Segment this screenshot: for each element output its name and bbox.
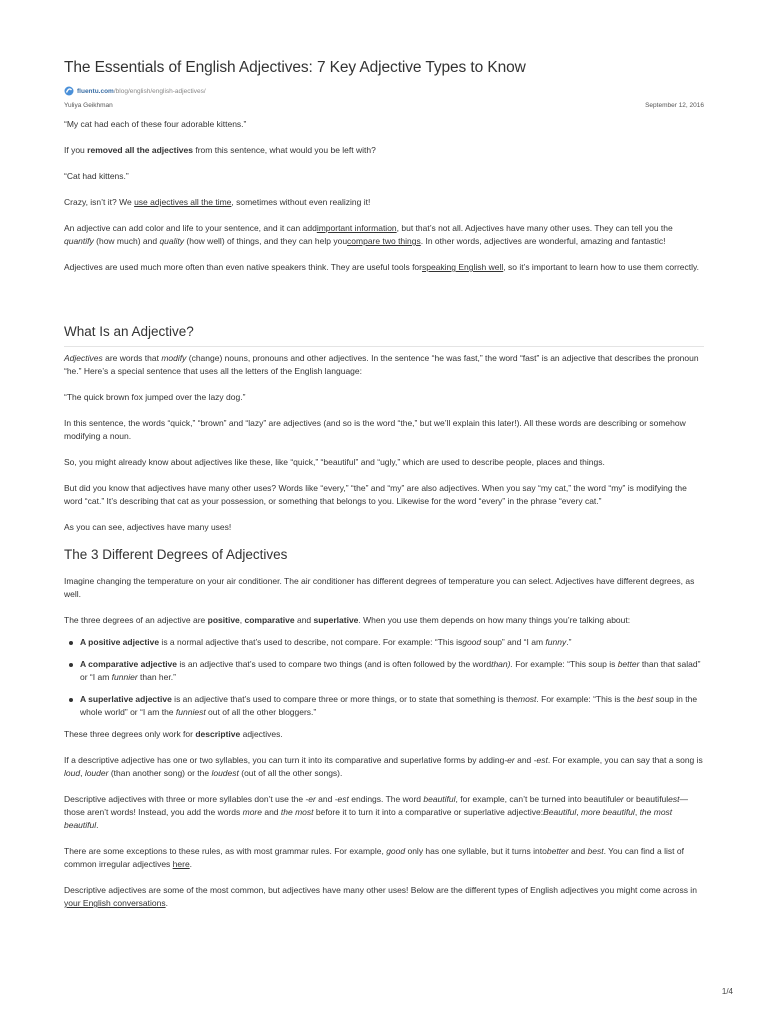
list-item: A positive adjective is a normal adjective that’s used to describe, not compare. For example: “This isgood soup” and “I am funny.” xyxy=(64,636,704,649)
link-compare-two-things[interactable]: compare two things xyxy=(347,236,421,246)
paragraph: Descriptive adjectives with three or more syllables don’t use the -er and -est endings. The word beautiful, for example, can’t be turned into beautifuler or beautifulest—those aren’t words! Instead, you add the words more and the most before it to turn it into a comparative or superlative adjective:Beautiful, more beautiful, the most beautiful. xyxy=(64,794,689,830)
paragraph: So, you might already know about adjectives like these, like “quick,” “beautiful” and “ugly,” which are used to describe people, places and things. xyxy=(64,457,605,467)
page-number: 1/4 xyxy=(721,987,733,996)
paragraph: If a descriptive adjective has one or two syllables, you can turn it into its comparative and superlative forms by adding-er and -est. For example, you can say that a song is loud, louder (than another song) or the loudest (out of all the other songs). xyxy=(64,755,703,778)
paragraph: There are some exceptions to these rules, as with most grammar rules. For example, good only has one syllable, but it turns intobetter and best. You can find a list of common irregular adjectives here. xyxy=(64,846,684,869)
paragraph: An adjective can add color and life to your sentence, and it can addimportant information, but that’s not all. Adjectives have many other uses. They can tell you the quantify (how much) and quality (how well) of things, and they can help youcompare two things. In other words, adjectives are wonderful, amazing and fantastic! xyxy=(64,223,673,246)
source-domain[interactable]: fluentu.com xyxy=(77,87,114,95)
paragraph: The three degrees of an adjective are positive, comparative and superlative. When you use them depends on how many things you’re talking about: xyxy=(64,615,631,625)
source-path[interactable]: /blog/english/english-adjectives/ xyxy=(113,87,206,95)
link-use-adjectives[interactable]: use adjectives all the time xyxy=(134,197,232,207)
publish-date: September 12, 2016 xyxy=(645,102,704,109)
paragraph: Imagine changing the temperature on your air conditioner. The air conditioner has different degrees of temperature you can select. Adjectives have different degrees, as well. xyxy=(64,576,695,599)
link-important-information[interactable]: important information xyxy=(316,223,397,233)
source-url[interactable] xyxy=(77,88,206,95)
link-speaking-english-well[interactable]: speaking English well xyxy=(421,262,504,272)
article-body xyxy=(64,118,704,274)
fluentu-logo-icon xyxy=(64,86,74,96)
paragraph: “Cat had kittens.” xyxy=(64,171,129,181)
link-english-conversations[interactable]: your English conversations xyxy=(64,898,166,908)
section-body xyxy=(64,352,704,534)
paragraph: “The quick brown fox jumped over the lazy dog.” xyxy=(64,392,246,402)
paragraph: Descriptive adjectives are some of the most common, but adjectives have many other uses! Below are the different types of English adjectives you might come across in your English conversations. xyxy=(64,885,697,908)
paragraph: But did you know that adjectives have many other uses? Words like “every,” “the” and “my” are also adjectives. When you say “my cat,” the word “my” is modifying the word “cat.” It’s describing that cat as your possession, or something that belongs to you. Likewise for the word “every” in the phrase “every cat.” xyxy=(64,483,687,506)
section-heading: What Is an Adjective? xyxy=(64,324,194,339)
paragraph: Adjectives are used much more often than even native speakers think. They are useful tools forspeaking English well, so it’s important to learn how to use them correctly. xyxy=(64,262,700,272)
document-page xyxy=(64,58,704,910)
paragraph: These three degrees only work for descriptive adjectives. xyxy=(64,729,283,739)
meta-row xyxy=(64,102,704,112)
paragraph: As you can see, adjectives have many uses! xyxy=(64,522,232,532)
section-heading: The 3 Different Degrees of Adjectives xyxy=(64,547,288,562)
link-irregular-adjectives[interactable]: here xyxy=(172,859,190,869)
page-title: The Essentials of English Adjectives: 7 Key Adjective Types to Know xyxy=(64,59,526,76)
paragraph: “My cat had each of these four adorable kittens.” xyxy=(64,119,247,129)
list-item: A superlative adjective is an adjective that’s used to compare three or more things, or to state that something is themost. For example: “This is the best soup in the whole world” or “I am the funniest out of all the other bloggers.” xyxy=(64,693,704,719)
list-item: A comparative adjective is an adjective that’s used to compare two things (and is often followed by the wordthan). For example: “This soup is better than that salad” or “I am funnier than her.” xyxy=(64,658,704,684)
paragraph: Crazy, isn’t it? We use adjectives all the time, sometimes without even realizing it! xyxy=(64,197,371,207)
paragraph: In this sentence, the words “quick,” “brown” and “lazy” are adjectives (and so is the word “the,” but we’ll explain this later!). All these words are describing or somehow modifying a noun. xyxy=(64,418,686,441)
source-row xyxy=(64,85,704,97)
section-divider xyxy=(64,346,704,347)
paragraph: If you removed all the adjectives from this sentence, what would you be left with? xyxy=(64,145,376,155)
section-body xyxy=(64,575,704,910)
paragraph: Adjectives are words that modify (change) nouns, pronouns and other adjectives. In the sentence “he was fast,” the word “fast” is an adjective that describes the pronoun “he.” Here’s a special sentence that uses all the letters of the English language: xyxy=(64,353,699,376)
author: Yuliya Geikhman xyxy=(64,102,113,109)
degrees-list xyxy=(64,636,704,719)
